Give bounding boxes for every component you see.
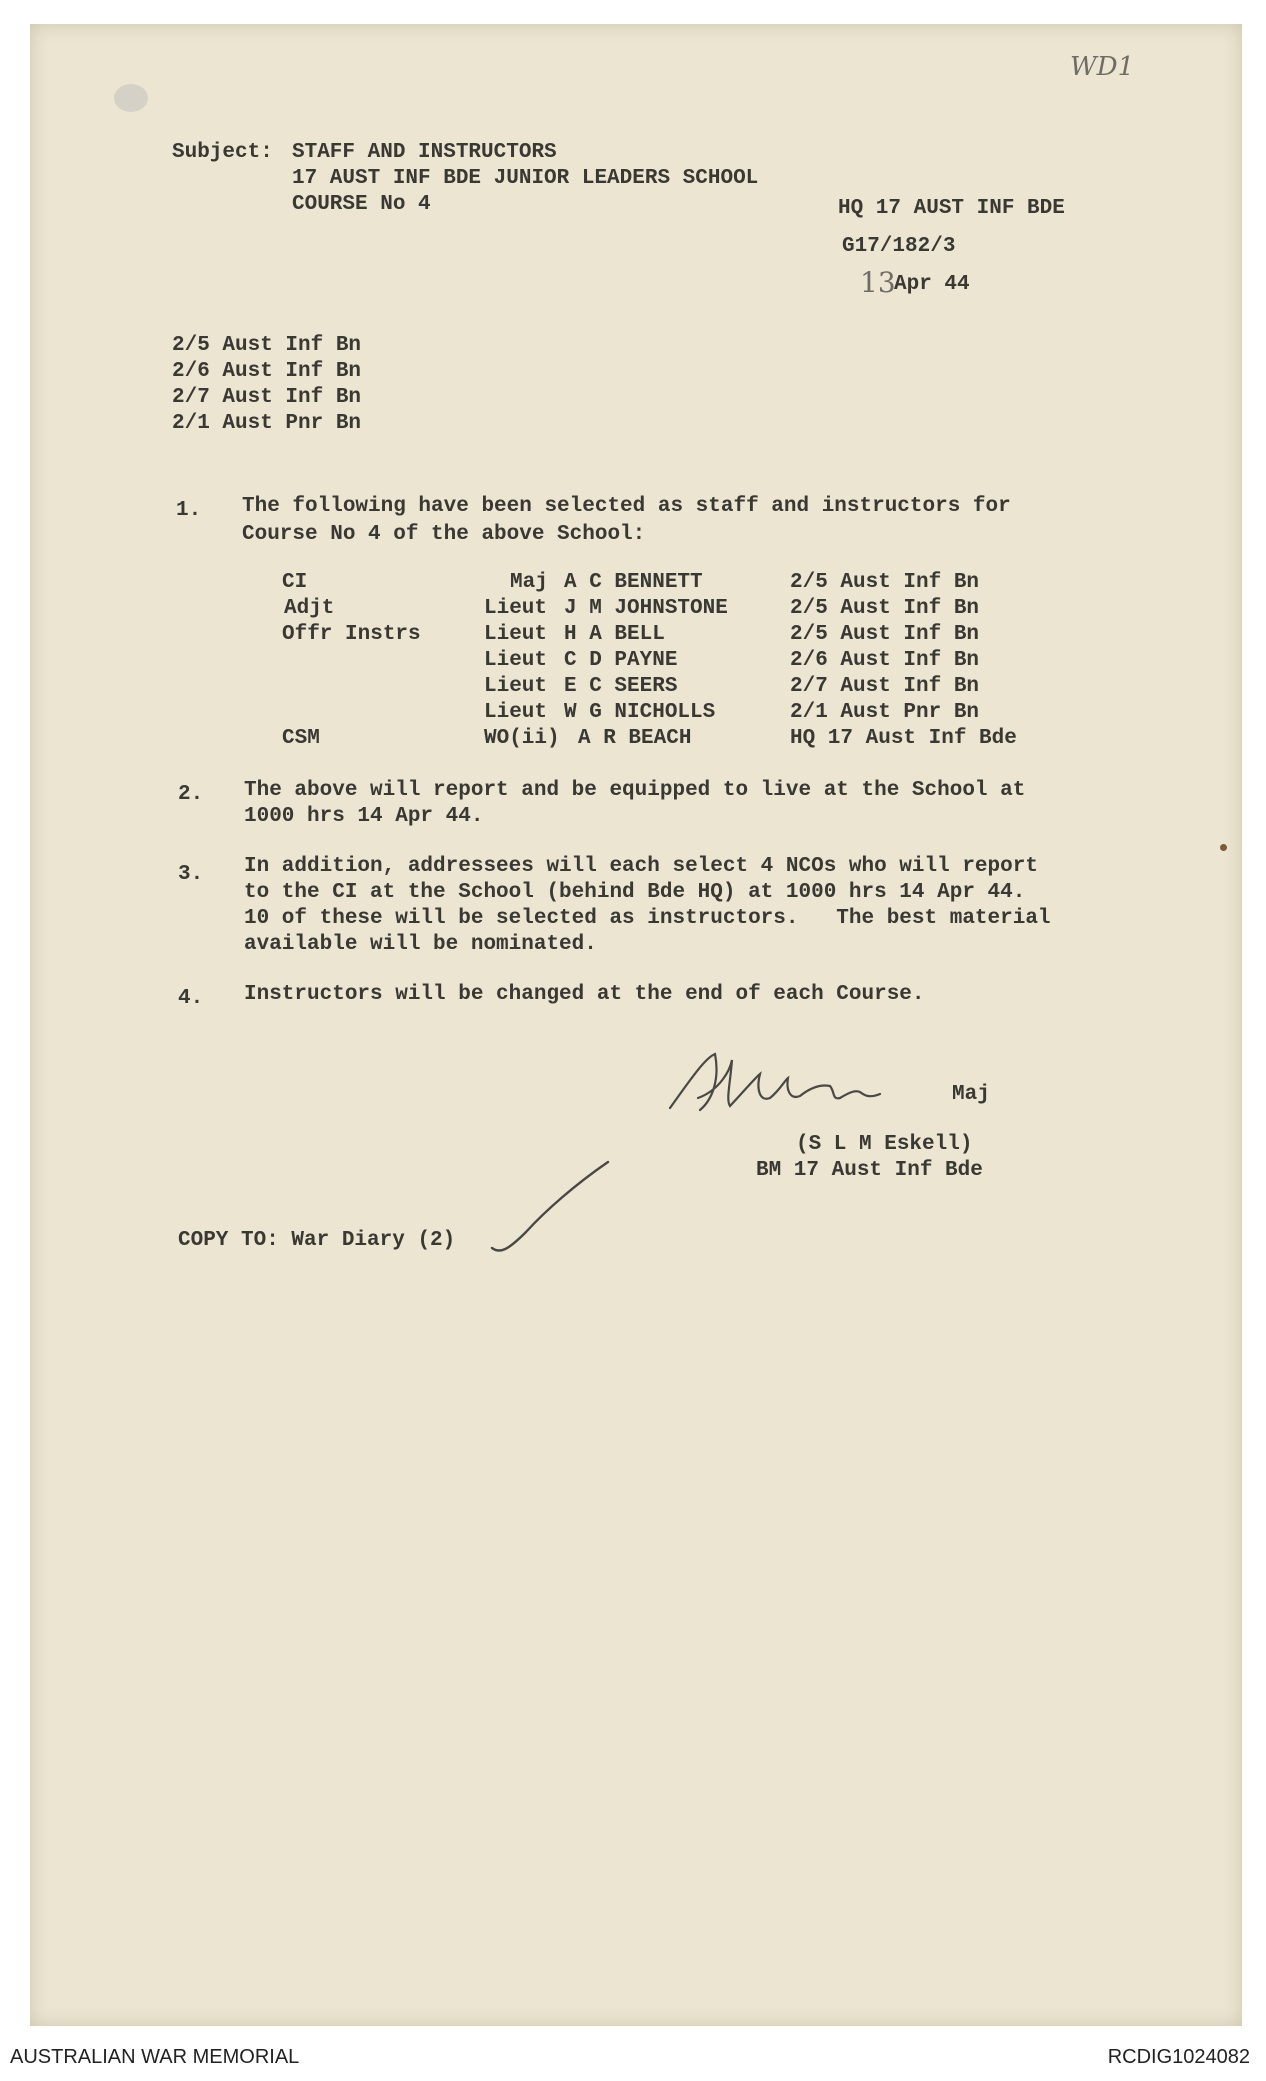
paper-stain — [114, 84, 148, 112]
signature-rank: Maj — [952, 1083, 990, 1106]
staff-rank: Lieut — [484, 623, 548, 646]
date-month-year: Apr 44 — [894, 273, 970, 296]
staff-name: E C SEERS — [564, 675, 678, 698]
tick-mark — [486, 1156, 616, 1266]
staff-rank: Lieut — [484, 597, 548, 620]
footer-record-id: RCDIG1024082 — [1107, 2046, 1250, 2068]
para-1-line-1: The following have been selected as staff and instructors for — [242, 495, 1011, 518]
signature-appointment: BM 17 Aust Inf Bde — [756, 1159, 983, 1182]
subject-line-1: STAFF AND INSTRUCTORS — [292, 141, 557, 164]
staff-rank: Lieut — [484, 701, 548, 724]
staff-unit: 2/5 Aust Inf Bn — [790, 571, 980, 594]
staff-name: A R BEACH — [578, 727, 692, 750]
addressee: 2/7 Aust Inf Bn — [172, 386, 362, 409]
staff-rank: Maj — [510, 571, 548, 594]
staff-name: H A BELL — [564, 623, 665, 646]
staff-rank: Lieut — [484, 649, 548, 672]
staff-unit: 2/1 Aust Pnr Bn — [790, 701, 980, 724]
staff-name: C D PAYNE — [564, 649, 678, 672]
staff-unit: HQ 17 Aust Inf Bde — [790, 727, 1017, 750]
staff-name: W G NICHOLLS — [564, 701, 716, 724]
para-2-line-1: The above will report and be equipped to live at the School at — [244, 779, 1026, 802]
document-page — [30, 24, 1242, 2026]
para-2-number: 2. — [178, 783, 204, 806]
para-3-line-2: to the CI at the School (behind Bde HQ) at 1000 hrs 14 Apr 44. — [244, 881, 1026, 904]
signature-name: (S L M Eskell) — [796, 1133, 973, 1156]
hq-reference: HQ 17 AUST INF BDE — [838, 197, 1065, 220]
copy-to: COPY TO: War Diary (2) — [178, 1229, 456, 1252]
para-3-line-3: 10 of these will be selected as instructors. The best material — [244, 907, 1051, 930]
file-number: G17/182/3 — [842, 235, 956, 258]
staff-unit: 2/7 Aust Inf Bn — [790, 675, 980, 698]
para-2-line-2: 1000 hrs 14 Apr 44. — [244, 805, 484, 828]
staff-rank: Lieut — [484, 675, 548, 698]
staff-role: Adjt — [284, 597, 335, 620]
para-3-line-1: In addition, addressees will each select 4 NCOs who will report — [244, 855, 1038, 878]
footer-institution: AUSTRALIAN WAR MEMORIAL — [10, 2046, 300, 2068]
subject-line-2: 17 AUST INF BDE JUNIOR LEADERS SCHOOL — [292, 167, 759, 190]
para-3-number: 3. — [178, 863, 204, 886]
para-1-line-2: Course No 4 of the above School: — [242, 523, 646, 546]
staff-name: J M JOHNSTONE — [564, 597, 728, 620]
staff-role: CI — [282, 571, 308, 594]
subject-label: Subject: — [172, 141, 273, 164]
staff-name: A C BENNETT — [564, 571, 703, 594]
addressee: 2/1 Aust Pnr Bn — [172, 412, 362, 435]
date-day: 13 — [860, 266, 896, 299]
para-4-line-1: Instructors will be changed at the end of each Course. — [244, 983, 925, 1006]
staff-role: Offr Instrs — [282, 623, 421, 646]
pencil-annotation: WD1 — [1070, 52, 1135, 82]
para-4-number: 4. — [178, 987, 204, 1010]
addressee: 2/6 Aust Inf Bn — [172, 360, 362, 383]
subject-line-3: COURSE No 4 — [292, 193, 431, 216]
para-1-number: 1. — [176, 499, 202, 522]
staff-role: CSM — [282, 727, 320, 750]
staff-unit: 2/5 Aust Inf Bn — [790, 623, 980, 646]
ink-dot — [1220, 844, 1227, 851]
addressee: 2/5 Aust Inf Bn — [172, 334, 362, 357]
signature-mark — [660, 1040, 960, 1120]
staff-rank: WO(ii) — [484, 727, 560, 750]
staff-unit: 2/6 Aust Inf Bn — [790, 649, 980, 672]
para-3-line-4: available will be nominated. — [244, 933, 597, 956]
staff-unit: 2/5 Aust Inf Bn — [790, 597, 980, 620]
